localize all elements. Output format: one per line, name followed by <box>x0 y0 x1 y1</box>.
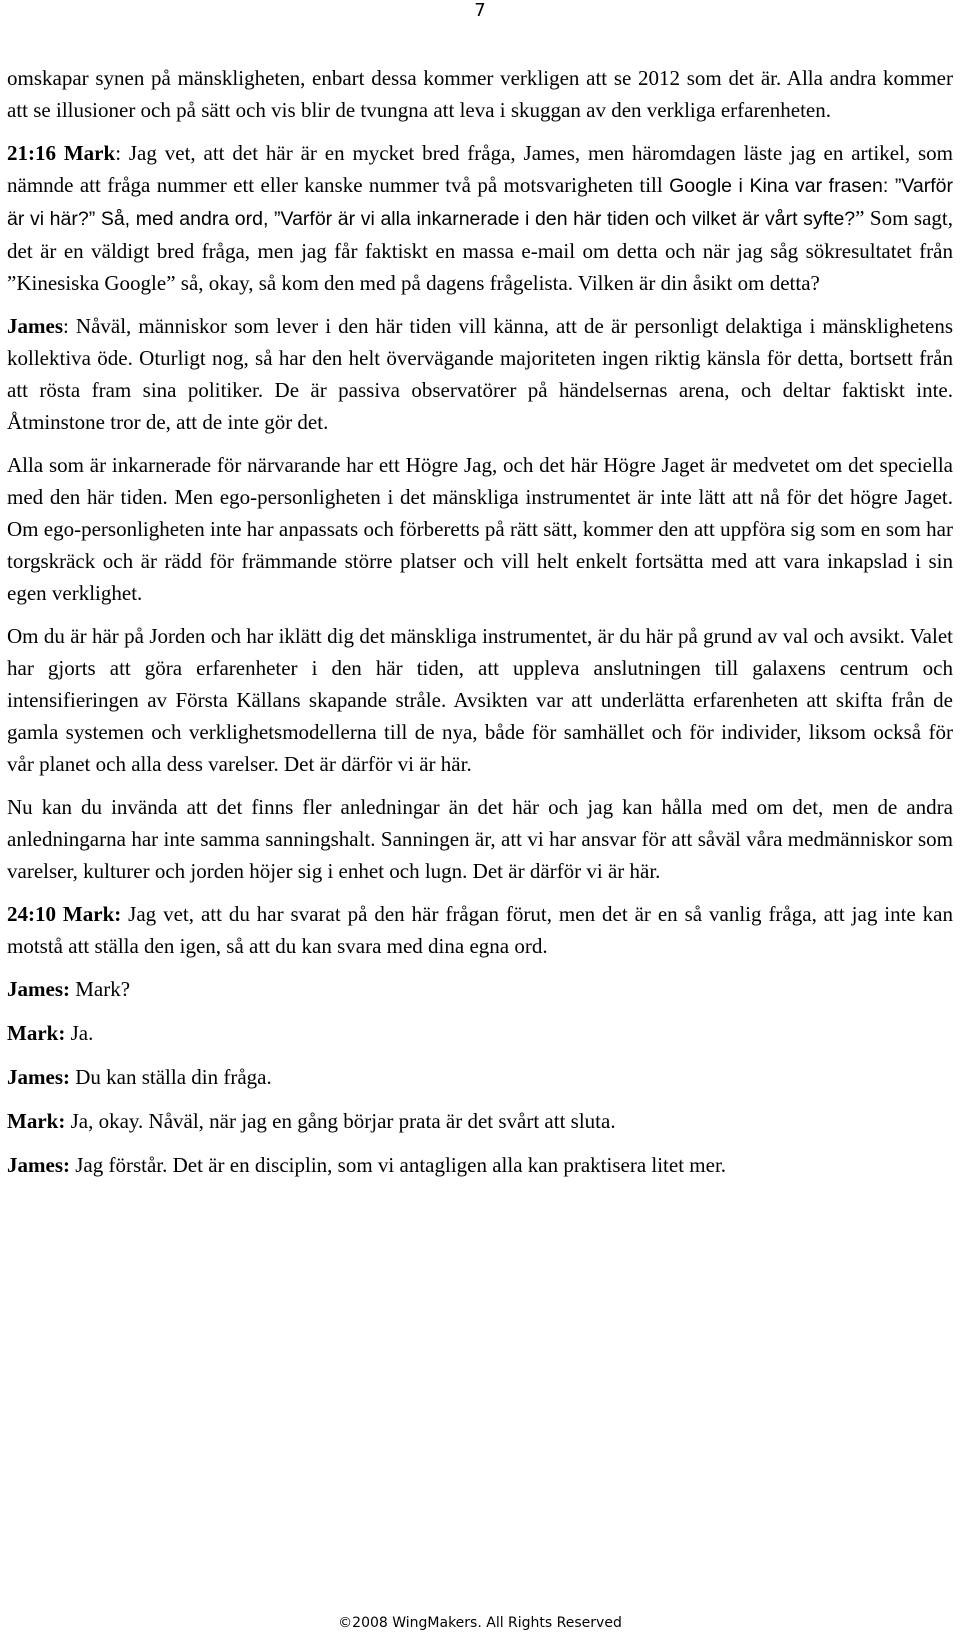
paragraph-text: : Jag vet, att det här är en mycket bred fråga, James, men häromdagen läste jag en artikel, som nämnde att fråga nummer ett eller kanske nummer två på motsvarigheten till <box>7 141 953 197</box>
speaker-label: Mark: <box>7 1021 66 1045</box>
paragraph-james-line <box>7 1149 953 1181</box>
paragraph-intro-continuation <box>7 62 953 126</box>
paragraph-text: Ja, okay. Nåväl, när jag en gång börjar prata är det svårt att sluta. <box>65 1109 616 1133</box>
page-number: 7 <box>474 0 486 21</box>
paragraph-james-line <box>7 973 953 1005</box>
paragraph-text: Mark? <box>69 977 131 1001</box>
paragraph-text-quote: Google i Kina var frasen: ”Varför är vi här?” Så, med andra ord, ”Varför är vi alla inkarnerade i den här tiden och vilket är vårt syfte? <box>7 175 953 230</box>
paragraph-mark-line <box>7 1017 953 1049</box>
paragraph-mark-question-2410 <box>7 898 953 962</box>
paragraph-text: Jag förstår. Det är en disciplin, som vi antagligen alla kan praktisera litet mer. <box>69 1153 727 1177</box>
speaker-label: James <box>7 314 63 338</box>
copyright-footer: ©2008 WingMakers. All Rights Reserved <box>338 1615 622 1631</box>
speaker-label: James: <box>7 1153 70 1177</box>
speaker-label: Mark: <box>7 1109 66 1133</box>
paragraph-text: Om du är här på Jorden och har iklätt dig det mänskliga instrumentet, är du här på grund av val och avsikt. Valet har gjorts att göra erfarenheter i den här tiden, att uppleva anslutningen till galaxens centrum och intensifieringen av Första Källans skapande stråle. Avsikten var att underlätta erfarenheten att skifta från de gamla systemen och verklighetsmodellerna till de nya, både för samhället och för individer, liksom också för vår planet och alla dess varelser. Det är därför vi är här. <box>7 624 953 776</box>
paragraph-text: ” Som sagt, det är en väldigt bred fråga, men jag får faktiskt en massa e-mail om detta och när jag såg sökresultatet från ”Kinesiska Google” så, okay, så kom den med på dagens frågelista. Vilken är din åsikt om detta? <box>7 206 953 295</box>
paragraph-higher-self <box>7 449 953 609</box>
speaker-label: James: <box>7 1065 70 1089</box>
paragraph-mark-line <box>7 1105 953 1137</box>
paragraph-james-line <box>7 1061 953 1093</box>
paragraph-mark-question-2116 <box>7 137 953 299</box>
paragraph-truth <box>7 791 953 887</box>
paragraph-choice-intent <box>7 620 953 780</box>
paragraph-text: Nu kan du invända att det finns fler anledningar än det här och jag kan hålla med om det, men de andra anledningarna har inte samma sanningshalt. Sanningen är, att vi har ansvar för att såväl våra medmänniskor som varelser, kulturer och jorden höjer sig i enhet och lugn. Det är därför vi är här. <box>7 795 953 883</box>
document-body <box>7 62 953 1193</box>
paragraph-text: omskapar synen på mänskligheten, enbart dessa kommer verkligen att se 2012 som det är. Alla andra kommer att se illusioner och på sätt och vis blir de tvungna att leva i skuggan av den verkliga erfarenheten. <box>7 66 953 122</box>
paragraph-text: Jag vet, att du har svarat på den här frågan förut, men det är en så vanlig fråga, att jag inte kan motstå att ställa den igen, så att du kan svara med dina egna ord. <box>7 902 954 958</box>
paragraph-james-answer <box>7 310 953 438</box>
paragraph-text: Du kan ställa din fråga. <box>69 1065 272 1089</box>
paragraph-text: : Nåväl, människor som lever i den här tiden vill känna, att de är personligt delaktiga i mänsklighetens kollektiva öde. Oturligt nog, så har den helt övervägande majoriteten ingen riktig känsla för detta, bortsett från att rösta fram sina politiker. De är passiva observatörer på händelsernas arena, och deltar faktiskt inte. Åtminstone tror de, att de inte gör det. <box>7 314 953 434</box>
speaker-label: 21:16 Mark <box>7 141 116 165</box>
speaker-label: James: <box>7 977 70 1001</box>
paragraph-text: Ja. <box>65 1021 94 1045</box>
speaker-label: 24:10 Mark: <box>7 902 122 926</box>
paragraph-text: Alla som är inkarnerade för närvarande har ett Högre Jag, och det här Högre Jaget är medvetet om det speciella med den här tiden. Men ego-personligheten i det mänskliga instrumentet är inte lätt att nå för det högre Jaget. Om ego-personligheten inte har anpassats och förberetts på rätt sätt, kommer den att uppföra sig som en som har torgskräck och är rädd för främmande större platser och vill helt enkelt fortsätta med att vara inkapslad i sin egen verklighet. <box>7 453 953 605</box>
